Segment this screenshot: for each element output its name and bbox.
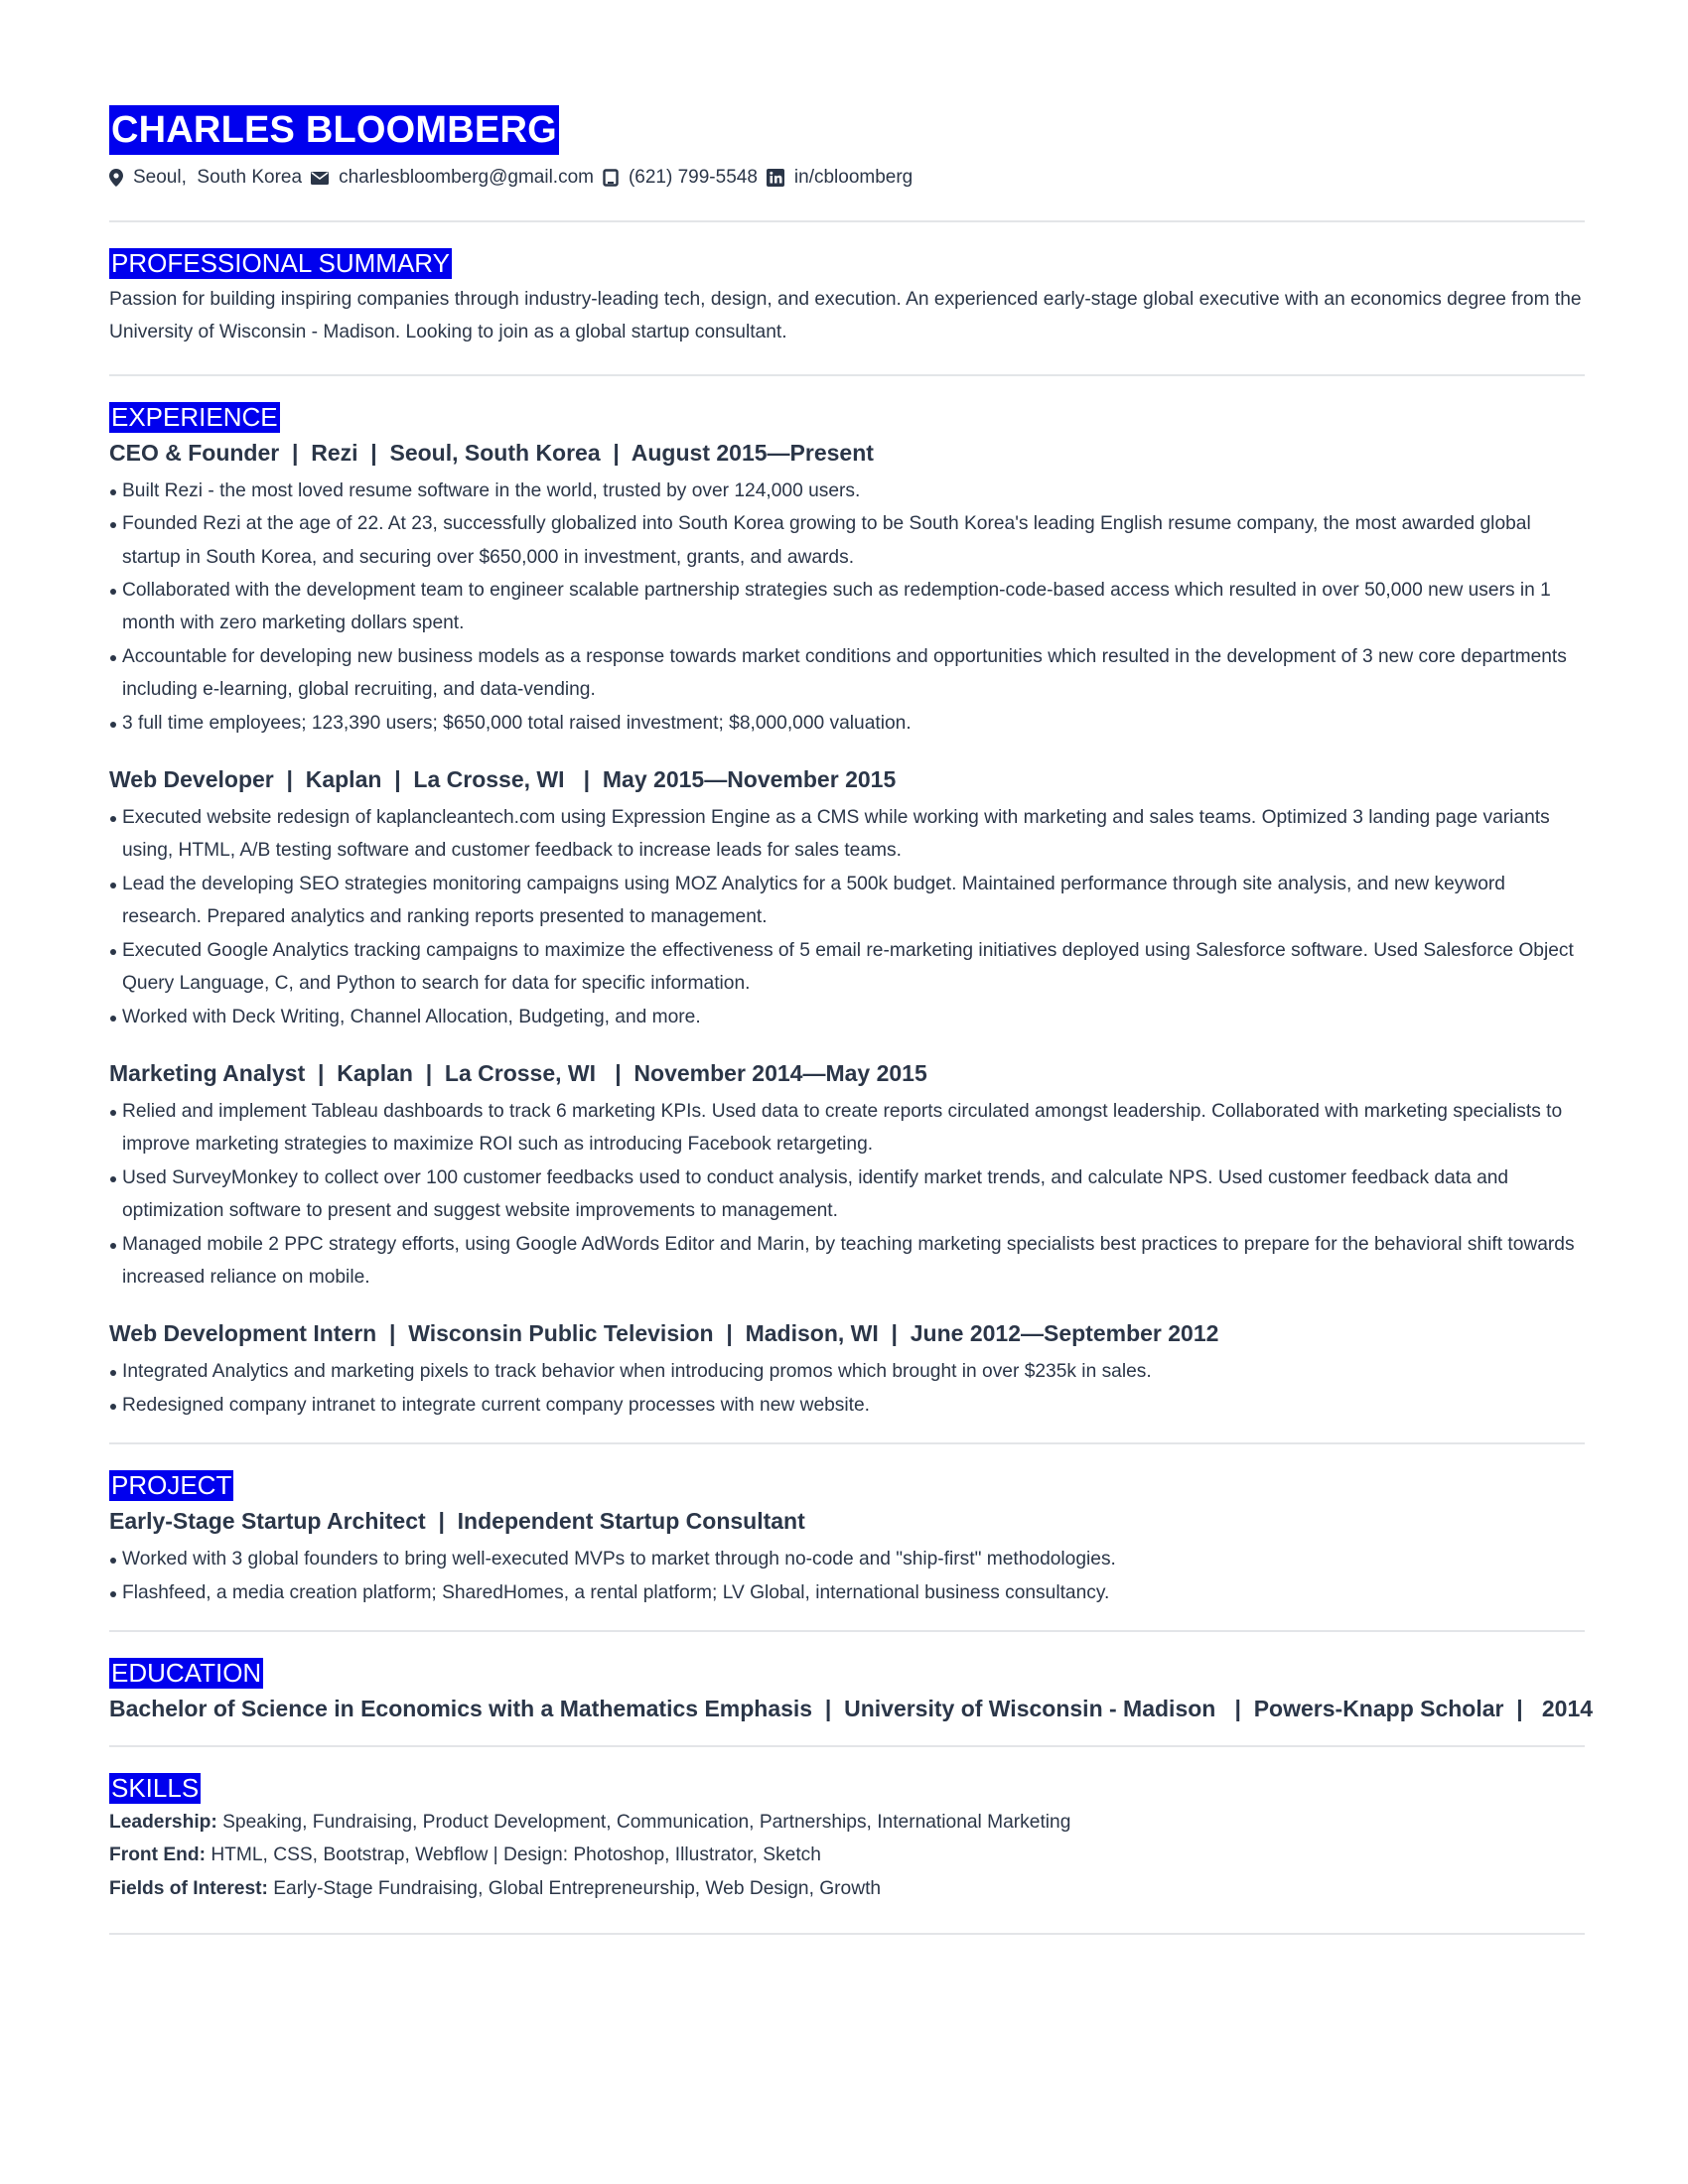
contact-linkedin-text: in/cbloomberg	[793, 167, 914, 188]
skill-label: Leadership:	[109, 1811, 217, 1833]
bullet-item: Redesigned company intranet to integrate current company processes with new website.	[109, 1389, 1585, 1422]
summary-section	[109, 248, 1585, 349]
bullet-item: Worked with 3 global founders to bring well-executed MVPs to market through no-code and "ship-first" methodologies.	[109, 1543, 1585, 1575]
contact-phone-text: (621) 799-5548	[628, 167, 758, 188]
contact-row	[109, 165, 1585, 191]
bullet-item: Integrated Analytics and marketing pixels to track behavior when introducing promos which brought in over $235k in sales.	[109, 1355, 1585, 1388]
resume-page	[109, 105, 1594, 1935]
envelope-icon	[311, 171, 329, 185]
skill-value: Early-Stage Fundraising, Global Entrepreneurship, Web Design, Growth	[267, 1877, 882, 1899]
section-divider	[109, 1442, 1585, 1444]
job-heading: CEO & Founder | Rezi | Seoul, South Korea | August 2015—Present	[109, 439, 874, 466]
job-bullets	[109, 475, 1585, 740]
education-title: EDUCATION	[111, 1657, 262, 1688]
project-title: PROJECT	[111, 1470, 232, 1501]
linkedin-icon	[767, 169, 784, 187]
contact-location	[109, 165, 302, 191]
job-entry	[109, 437, 1585, 740]
skill-row	[109, 1806, 1585, 1839]
skill-label: Front End:	[109, 1844, 206, 1866]
job-bullets	[109, 801, 1585, 1033]
phone-icon	[603, 169, 619, 187]
summary-title: PROFESSIONAL SUMMARY	[111, 248, 450, 278]
skill-label: Fields of Interest:	[109, 1877, 268, 1899]
project-section	[109, 1470, 1585, 1609]
skills-section	[109, 1773, 1585, 1905]
bullet-item: Founded Rezi at the age of 22. At 23, successfully globalized into South Korea growing to be South Korea's leading English resume company, the most awarded global startup in South Korea, and securing over $650,000 in investment, grants, and awards.	[109, 507, 1585, 574]
job-bullets	[109, 1095, 1585, 1294]
section-divider	[109, 1933, 1585, 1935]
bullet-item: Lead the developing SEO strategies monitoring campaigns using MOZ Analytics for a 500k budget. Maintained performance through site analysis, and new keyword research. Prepared analytics and ranking reports presented to management.	[109, 868, 1585, 934]
bullet-item: Worked with Deck Writing, Channel Allocation, Budgeting, and more.	[109, 1001, 1585, 1033]
location-pin-icon	[109, 169, 123, 187]
job-heading: Web Development Intern | Wisconsin Public Television | Madison, WI | June 2012—September 2012	[109, 1320, 1219, 1347]
section-divider	[109, 220, 1585, 222]
candidate-name: CHARLES BLOOMBERG	[109, 105, 559, 155]
skill-row	[109, 1839, 1585, 1871]
bullet-item: Managed mobile 2 PPC strategy efforts, using Google AdWords Editor and Marin, by teaching marketing specialists best practices to prepare for the behavioral shift towards increased reliance on mobile.	[109, 1228, 1585, 1295]
contact-location-text: Seoul, South Korea	[133, 167, 303, 188]
job-heading: Web Developer | Kaplan | La Crosse, WI | May 2015—November 2015	[109, 766, 897, 793]
skills-title: SKILLS	[111, 1772, 200, 1803]
section-divider	[109, 1630, 1585, 1632]
bullet-item: Accountable for developing new business models as a response towards market conditions and opportunities which resulted in the development of 3 new core departments including e-learning, global recruiting, and data-vending.	[109, 640, 1585, 707]
job-bullets	[109, 1355, 1585, 1422]
bullet-item: Built Rezi - the most loved resume software in the world, trusted by over 124,000 users.	[109, 475, 1585, 507]
skill-row	[109, 1872, 1585, 1905]
bullet-item: Flashfeed, a media creation platform; SharedHomes, a rental platform; LV Global, international business consultancy.	[109, 1576, 1585, 1609]
project-heading: Early-Stage Startup Architect | Independent Startup Consultant	[109, 1508, 805, 1535]
skill-value: Speaking, Fundraising, Product Development, Communication, Partnerships, International Marketing	[216, 1811, 1071, 1833]
skill-value: HTML, CSS, Bootstrap, Webflow | Design: Photoshop, Illustrator, Sketch	[205, 1844, 821, 1866]
bullet-item: Executed website redesign of kaplancleantech.com using Expression Engine as a CMS while working with marketing and sales teams. Optimized 3 landing page variants using, HTML, A/B testing software and customer feedback to increase leads for sales teams.	[109, 801, 1585, 868]
bullet-item: Collaborated with the development team to engineer scalable partnership strategies such as redemption-code-based access which resulted in over 50,000 new users in 1 month with zero marketing dollars spent.	[109, 574, 1585, 640]
skills-list	[109, 1806, 1585, 1905]
job-entry	[109, 763, 1585, 1033]
resume-header	[109, 105, 1585, 191]
project-bullets	[109, 1543, 1585, 1609]
contact-linkedin[interactable]	[767, 165, 913, 191]
experience-title: EXPERIENCE	[111, 401, 278, 432]
job-heading: Marketing Analyst | Kaplan | La Crosse, WI | November 2014—May 2015	[109, 1059, 927, 1086]
job-entry	[109, 1317, 1585, 1422]
contact-email-text: charlesbloomberg@gmail.com	[339, 167, 594, 188]
bullet-item: Executed Google Analytics tracking campaigns to maximize the effectiveness of 5 email re-marketing initiatives deployed using Salesforce software. Used Salesforce Object Query Language, C, and Python to search for data for specific information.	[109, 934, 1585, 1001]
education-heading: Bachelor of Science in Economics with a Mathematics Emphasis | University of Wisconsin - Madison | Powers-Knapp Scholar | 2014	[109, 1695, 1594, 1721]
summary-text: Passion for building inspiring companies through industry-leading tech, design, and execution. An experienced early-stage global executive with an economics degree from the University of Wisconsin - Madison. Looking to join as a global startup consultant.	[109, 289, 1582, 343]
project-entry	[109, 1505, 1585, 1609]
bullet-item: 3 full time employees; 123,390 users; $650,000 total raised investment; $8,000,000 valuation.	[109, 707, 1585, 740]
bullet-item: Used SurveyMonkey to collect over 100 customer feedbacks used to conduct analysis, identify market trends, and calculate NPS. Used customer feedback data and optimization software to present and suggest website improvements to management.	[109, 1161, 1585, 1228]
section-divider	[109, 1745, 1585, 1747]
experience-section	[109, 402, 1585, 1422]
bullet-item: Relied and implement Tableau dashboards to track 6 marketing KPIs. Used data to create reports circulated amongst leadership. Collaborated with marketing specialists to improve marketing strategies to maximize ROI such as introducing Facebook retargeting.	[109, 1095, 1585, 1161]
contact-phone[interactable]	[603, 165, 758, 191]
contact-email[interactable]	[311, 165, 594, 191]
section-divider	[109, 374, 1585, 376]
education-section	[109, 1657, 1594, 1724]
job-entry	[109, 1057, 1585, 1294]
